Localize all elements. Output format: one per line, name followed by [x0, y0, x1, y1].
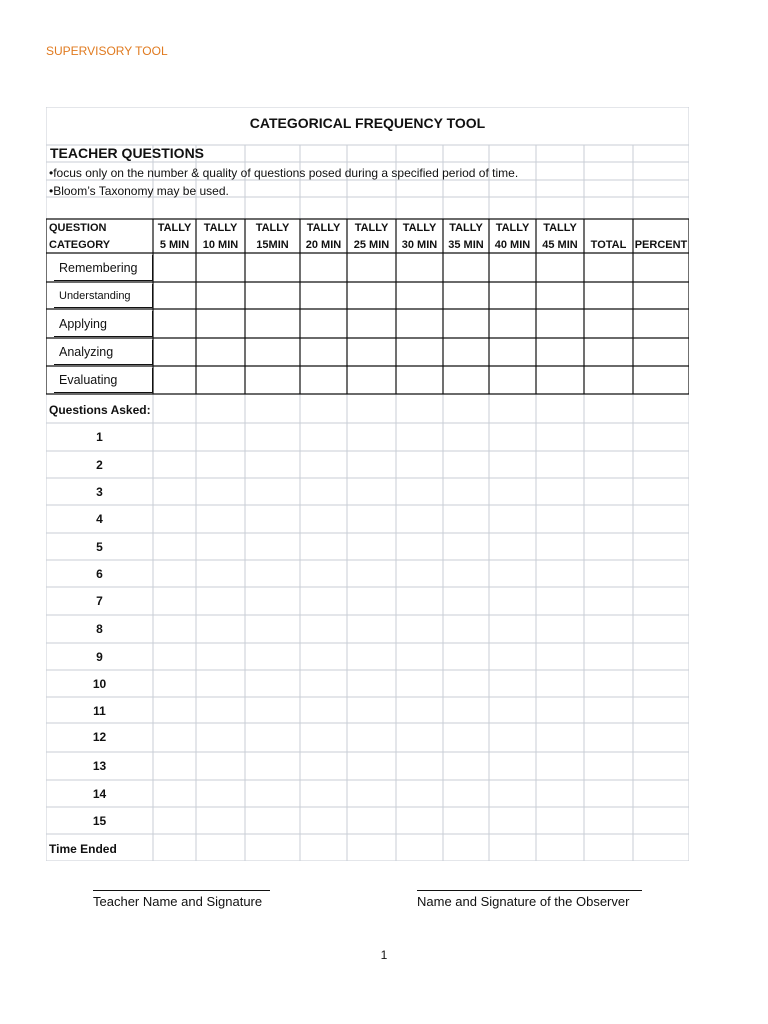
- column-header-line2: TOTAL: [590, 239, 627, 251]
- column-header-line1: [634, 220, 688, 237]
- column-header-line1: TALLY: [543, 222, 577, 234]
- observer-signature-line[interactable]: [417, 890, 642, 891]
- column-header: [634, 220, 688, 254]
- column-header-line1: TALLY: [354, 222, 389, 234]
- time-ended-label: Time Ended: [49, 842, 117, 856]
- instruction-bullet: •focus only on the number & quality of questions posed during a specified period of time.: [49, 166, 519, 180]
- question-number: 9: [96, 650, 103, 664]
- column-header-line1: TALLY: [157, 222, 192, 234]
- teacher-signature-line[interactable]: [93, 890, 270, 891]
- column-header: [47, 220, 154, 254]
- column-header-line2: 10 MIN: [202, 239, 239, 251]
- instruction-bullet: •Bloom’s Taxonomy may be used.: [49, 184, 229, 198]
- column-header-line1: TALLY: [255, 222, 290, 234]
- section-title: TEACHER QUESTIONS: [50, 145, 205, 161]
- question-number: 1: [96, 430, 103, 444]
- column-header: [444, 220, 488, 254]
- column-header: [585, 220, 632, 254]
- question-number: 13: [92, 759, 107, 773]
- questions-asked-label: Questions Asked:: [49, 403, 151, 417]
- question-number: 4: [96, 512, 103, 526]
- page-number: 1: [380, 948, 388, 962]
- category-label: Applying: [54, 311, 153, 337]
- frequency-sheet: [46, 107, 689, 861]
- column-header-line2: 45 MIN: [542, 239, 578, 251]
- column-header-line1: TALLY: [306, 222, 341, 234]
- column-header: [197, 220, 244, 254]
- column-header-line2: 20 MIN: [305, 239, 342, 251]
- column-header-line2: 15MIN: [256, 239, 289, 251]
- question-number: 7: [96, 594, 103, 608]
- column-header-line2: 35 MIN: [448, 239, 484, 251]
- column-header-line2: CATEGORY: [49, 239, 111, 251]
- column-header-line2: 25 MIN: [353, 239, 390, 251]
- column-header: [397, 220, 442, 254]
- category-label: Analyzing: [54, 340, 153, 365]
- column-header: [348, 220, 395, 254]
- column-header-line1: QUESTION: [49, 222, 107, 234]
- column-header-line2: PERCENT: [634, 239, 688, 251]
- column-header: [246, 220, 299, 254]
- question-number: 2: [96, 458, 103, 472]
- question-number: 8: [96, 622, 103, 636]
- column-header: [490, 220, 535, 254]
- question-number: 6: [96, 567, 103, 581]
- header-label: SUPERVISORY TOOL: [46, 44, 168, 58]
- column-header-line1: TALLY: [402, 222, 437, 234]
- column-header-line2: 5 MIN: [159, 239, 190, 251]
- column-header-line1: TALLY: [449, 222, 483, 234]
- column-header: [301, 220, 346, 254]
- question-number: 15: [92, 814, 107, 828]
- category-label: Evaluating: [54, 368, 153, 393]
- category-label: Understanding: [54, 284, 153, 308]
- category-label: Remembering: [54, 255, 153, 281]
- column-header: [537, 220, 583, 254]
- page-title: CATEGORICAL FREQUENCY TOOL: [249, 115, 486, 131]
- column-header-line2: 30 MIN: [401, 239, 438, 251]
- column-header: [154, 220, 195, 254]
- question-number: 12: [92, 730, 107, 744]
- column-header-line1: [585, 220, 632, 237]
- question-number: 5: [96, 540, 103, 554]
- column-header-line2: 40 MIN: [494, 239, 531, 251]
- question-number: 3: [96, 485, 103, 499]
- column-header-line1: TALLY: [203, 222, 238, 234]
- observer-signature-label: Name and Signature of the Observer: [417, 894, 630, 909]
- teacher-signature-label: Teacher Name and Signature: [93, 894, 263, 909]
- question-number: 10: [92, 677, 107, 691]
- question-number: 11: [93, 704, 106, 718]
- question-number: 14: [92, 787, 107, 801]
- column-header-line1: TALLY: [495, 222, 530, 234]
